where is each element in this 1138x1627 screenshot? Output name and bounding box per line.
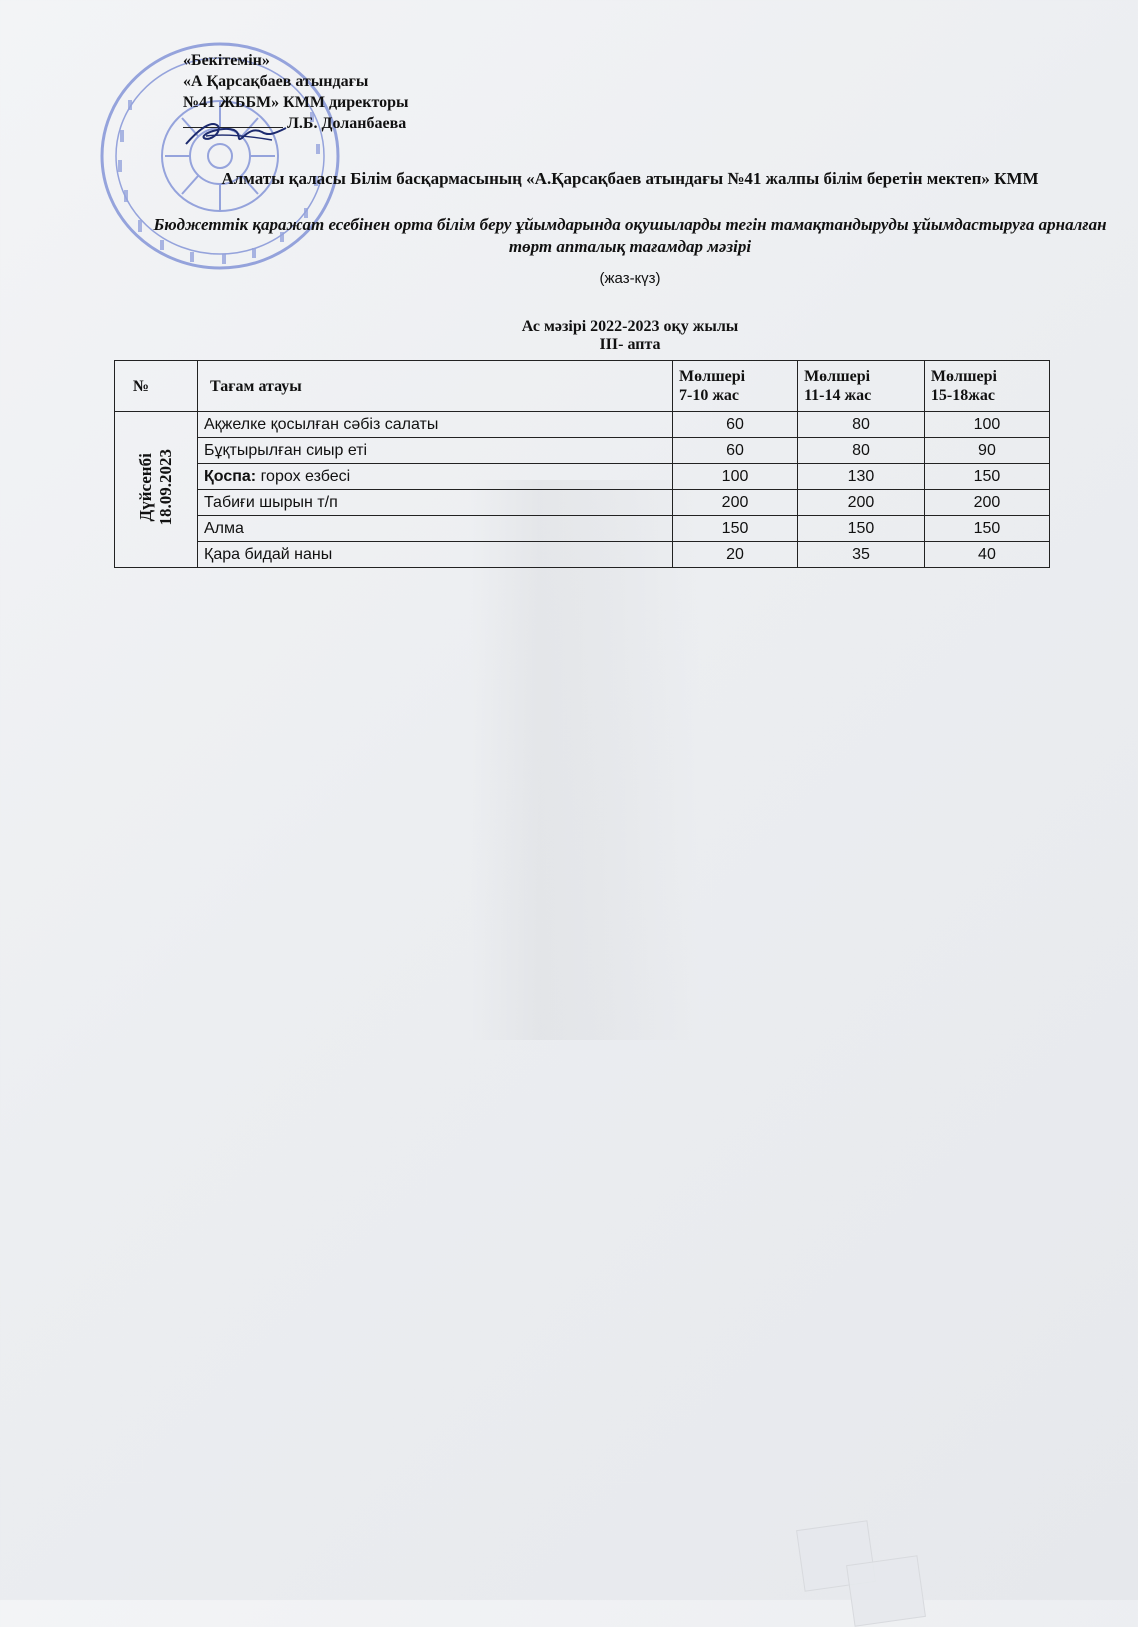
day-cell bbox=[115, 412, 198, 568]
portion-7-10: 20 bbox=[673, 542, 798, 568]
portion-15-18: 200 bbox=[924, 490, 1049, 516]
portion-11-14: 80 bbox=[798, 438, 925, 464]
table-header-row bbox=[115, 361, 1050, 412]
dish-name: горох езбесі bbox=[256, 467, 351, 485]
menu-year-label: Ас мәзірі 2022-2023 оқу жылы bbox=[521, 318, 739, 335]
dish-prefix: Қоспа: bbox=[204, 467, 257, 485]
table-row bbox=[115, 412, 1050, 438]
day-label bbox=[136, 449, 176, 526]
director-signature bbox=[182, 118, 292, 150]
header-age-range: 7-10 жас bbox=[679, 387, 740, 404]
day-date: 18.09.2023 bbox=[156, 448, 175, 526]
portion-7-10: 150 bbox=[673, 516, 798, 542]
table-row bbox=[115, 516, 1050, 542]
header-age-range: 11-14 жас bbox=[804, 387, 872, 404]
approval-signer: Л.Б. Доланбаева bbox=[287, 115, 407, 132]
dish-name: Алма bbox=[198, 516, 673, 542]
approval-line-3: №41 ЖББМ» КММ директоры bbox=[183, 94, 409, 111]
header-portion-label: Мөлшері bbox=[679, 368, 746, 385]
table-row bbox=[115, 438, 1050, 464]
dish-name-cell bbox=[198, 464, 673, 490]
menu-table bbox=[114, 360, 1050, 568]
portion-15-18: 150 bbox=[924, 464, 1049, 490]
approval-line-1: «Бекітемін» bbox=[183, 52, 270, 69]
table-row bbox=[115, 542, 1050, 568]
portion-7-10: 60 bbox=[673, 438, 798, 464]
header-age-range: 15-18жас bbox=[930, 387, 995, 404]
table-row bbox=[115, 464, 1050, 490]
school-heading: Алматы қаласы Білім басқармасының «А.Қарсақбаев атындағы №41 жалпы білім беретін мектеп» КММ bbox=[221, 169, 1039, 188]
portion-7-10: 100 bbox=[673, 464, 798, 490]
dish-name: Ақжелке қосылған сәбіз салаты bbox=[198, 412, 673, 438]
season-label: (жаз-күз) bbox=[599, 270, 661, 287]
portion-7-10: 60 bbox=[673, 412, 798, 438]
header-portion-7-10 bbox=[673, 361, 798, 412]
header-number: № bbox=[115, 361, 198, 412]
header-dish-name: Тағам атауы bbox=[198, 361, 673, 412]
table-row bbox=[115, 490, 1050, 516]
menu-subtitle: Бюджеттік қаражат есебінен орта білім беру ұйымдарында оқушыларды тегін тамақтандыруды ұйымдастыруға арналған төрт апталық тағамдар мәзірі bbox=[153, 215, 1107, 256]
portion-11-14: 200 bbox=[798, 490, 925, 516]
portion-11-14: 150 bbox=[798, 516, 925, 542]
header-portion-11-14 bbox=[798, 361, 925, 412]
header-portion-label: Мөлшері bbox=[804, 368, 871, 385]
week-label: ІІІ- апта bbox=[599, 336, 661, 353]
header-portion-label: Мөлшері bbox=[930, 368, 997, 385]
dish-name: Бұқтырылған сиыр еті bbox=[198, 438, 673, 464]
portion-15-18: 150 bbox=[924, 516, 1049, 542]
portion-15-18: 90 bbox=[924, 438, 1049, 464]
day-name: Дүйсенбі bbox=[136, 452, 155, 522]
portion-11-14: 80 bbox=[798, 412, 925, 438]
tape-mark bbox=[846, 1555, 926, 1626]
header-portion-15-18 bbox=[924, 361, 1049, 412]
portion-15-18: 100 bbox=[924, 412, 1049, 438]
approval-line-2: «А Қарсақбаев атындағы bbox=[183, 73, 369, 90]
dish-name: Табиғи шырын т/п bbox=[198, 490, 673, 516]
portion-11-14: 35 bbox=[798, 542, 925, 568]
portion-11-14: 130 bbox=[798, 464, 925, 490]
menu-year-block bbox=[170, 318, 1090, 354]
portion-15-18: 40 bbox=[924, 542, 1049, 568]
portion-7-10: 200 bbox=[673, 490, 798, 516]
dish-name: Қара бидай наны bbox=[198, 542, 673, 568]
